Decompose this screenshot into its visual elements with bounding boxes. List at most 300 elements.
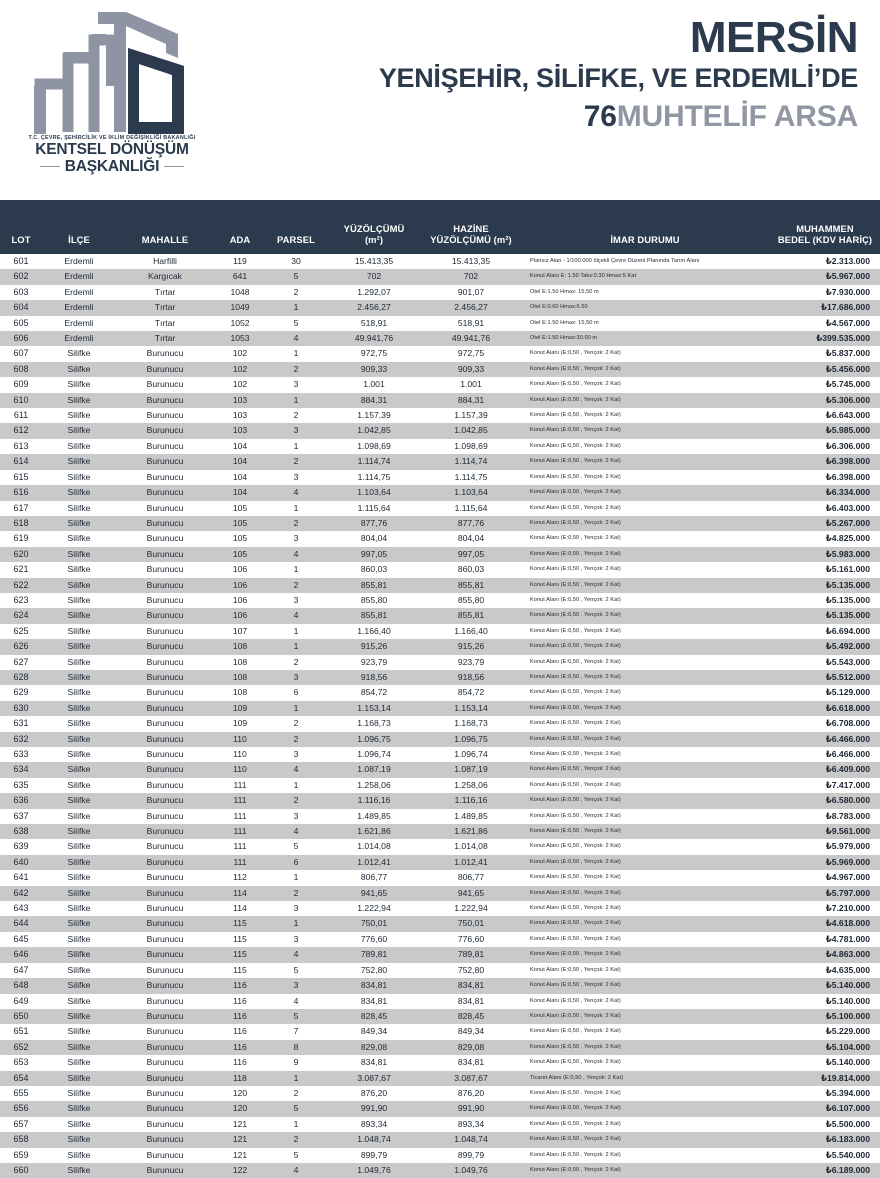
table-row[interactable] [0,870,880,885]
table-cell-mahalle: Burunucu [116,855,214,870]
table-cell-ilce: Silifke [42,1148,116,1163]
table-cell-muhammen-bedel: ₺4.825.000 [770,531,880,546]
table-cell-imar-durumu: Konut Alanı (E:0,50 , Yençok: 2 Kat) [520,547,770,562]
table-row[interactable] [0,408,880,423]
table-cell-ilce: Silifke [42,547,116,562]
table-row[interactable] [0,593,880,608]
table-cell-hazine-yuzolcumu: 1.114,75 [422,470,520,485]
table-cell-yuzolcumu: 899,79 [326,1148,422,1163]
table-cell-parsel: 3 [266,423,326,438]
agency-name-line1: KENTSEL DÖNÜŞÜM [35,141,189,158]
column-header-imar-durumu[interactable] [520,200,770,254]
table-cell-ilce: Silifke [42,562,116,577]
table-cell-parsel: 5 [266,269,326,284]
table-cell-muhammen-bedel: ₺6.403.000 [770,501,880,516]
table-cell-mahalle: Tırtar [116,300,214,315]
table-cell-hazine-yuzolcumu: 1.096,74 [422,747,520,762]
table-cell-ada: 116 [214,1009,266,1024]
table-cell-lot: 620 [0,547,42,562]
table-row[interactable] [0,639,880,654]
column-header-bedel-label: MUHAMMEN [796,222,854,234]
table-cell-lot: 633 [0,747,42,762]
table-row[interactable] [0,316,880,331]
table-row[interactable] [0,762,880,777]
table-cell-imar-durumu: Konut Alanı (E:0,50 , Yençok: 2 Kat) [520,485,770,500]
table-cell-lot: 614 [0,454,42,469]
table-cell-hazine-yuzolcumu: 1.001 [422,377,520,392]
table-cell-mahalle: Burunucu [116,824,214,839]
table-cell-ilce: Silifke [42,701,116,716]
table-cell-mahalle: Burunucu [116,1148,214,1163]
agency-logo [0,0,210,175]
table-cell-imar-durumu: Konut Alanı (E:0,50 , Yençok: 2 Kat) [520,1132,770,1147]
table-cell-mahalle: Burunucu [116,978,214,993]
table-cell-parsel: 1 [266,393,326,408]
table-row[interactable] [0,1148,880,1163]
table-cell-yuzolcumu: 1.166,40 [326,624,422,639]
table-cell-ilce: Silifke [42,824,116,839]
table-cell-hazine-yuzolcumu: 1.153,14 [422,701,520,716]
table-cell-ilce: Silifke [42,485,116,500]
table-cell-muhammen-bedel: ₺5.837.000 [770,346,880,361]
table-cell-hazine-yuzolcumu: 855,81 [422,578,520,593]
table-cell-mahalle: Burunucu [116,547,214,562]
agency-name-line2-wrap [14,159,210,175]
table-cell-parsel: 1 [266,778,326,793]
table-cell-parsel: 5 [266,1101,326,1116]
table-cell-yuzolcumu: 2.456,27 [326,300,422,315]
table-cell-ada: 103 [214,408,266,423]
table-row[interactable] [0,932,880,947]
table-cell-lot: 657 [0,1117,42,1132]
table-row[interactable] [0,716,880,731]
table-cell-lot: 609 [0,377,42,392]
table-cell-parsel: 2 [266,886,326,901]
column-header-yuzolcumu[interactable] [326,200,422,254]
table-cell-imar-durumu: Konut Alanı (E:0,50 , Yençok: 2 Kat) [520,855,770,870]
table-row[interactable] [0,531,880,546]
table-cell-hazine-yuzolcumu: 1.098,69 [422,439,520,454]
table-row[interactable] [0,547,880,562]
table-cell-lot: 640 [0,855,42,870]
table-cell-mahalle: Burunucu [116,362,214,377]
table-cell-lot: 608 [0,362,42,377]
table-row[interactable] [0,562,880,577]
table-cell-yuzolcumu: 834,81 [326,978,422,993]
column-header-lot[interactable] [0,200,42,254]
table-row[interactable] [0,516,880,531]
table-cell-parsel: 3 [266,531,326,546]
column-header-parsel-label: PARSEL [277,233,315,245]
table-cell-yuzolcumu: 828,45 [326,1009,422,1024]
table-cell-lot: 627 [0,655,42,670]
table-cell-muhammen-bedel: ₺6.189.000 [770,1163,880,1178]
table-row[interactable] [0,655,880,670]
table-cell-mahalle: Burunucu [116,947,214,962]
column-header-ada[interactable] [214,200,266,254]
table-cell-lot: 658 [0,1132,42,1147]
table-cell-ada: 1053 [214,331,266,346]
table-cell-ada: 111 [214,793,266,808]
table-cell-imar-durumu: Konut Alanı (E:0,50 , Yençok: 2 Kat) [520,963,770,978]
table-cell-yuzolcumu: 884,31 [326,393,422,408]
lot-count: 76 [583,100,617,134]
table-cell-lot: 643 [0,901,42,916]
table-cell-muhammen-bedel: ₺19.814.000 [770,1071,880,1086]
table-cell-parsel: 1 [266,501,326,516]
table-cell-hazine-yuzolcumu: 518,91 [422,316,520,331]
table-row[interactable] [0,578,880,593]
table-row[interactable] [0,346,880,361]
table-row[interactable] [0,362,880,377]
table-cell-muhammen-bedel: ₺5.979.000 [770,839,880,854]
table-cell-mahalle: Tırtar [116,285,214,300]
table-row[interactable] [0,1040,880,1055]
table-cell-ilce: Silifke [42,531,116,546]
column-header-hazine-unit: YÜZÖLÇÜMÜ (m²) [430,233,512,245]
table-cell-parsel: 1 [266,639,326,654]
table-cell-ada: 104 [214,470,266,485]
table-row[interactable] [0,1024,880,1039]
table-cell-yuzolcumu: 1.096,74 [326,747,422,762]
table-cell-ada: 106 [214,593,266,608]
table-row[interactable] [0,393,880,408]
table-row[interactable] [0,886,880,901]
table-cell-muhammen-bedel: ₺4.863.000 [770,947,880,962]
table-row[interactable] [0,1132,880,1147]
page-title-block [210,0,880,132]
column-header-muhammen-bedel[interactable] [770,200,880,254]
table-cell-hazine-yuzolcumu: 849,34 [422,1024,520,1039]
table-cell-ilce: Silifke [42,947,116,962]
table-cell-ada: 118 [214,1071,266,1086]
table-cell-hazine-yuzolcumu: 1.168,73 [422,716,520,731]
table-row[interactable] [0,1009,880,1024]
table-cell-ada: 102 [214,377,266,392]
table-cell-yuzolcumu: 834,81 [326,1055,422,1070]
table-cell-mahalle: Burunucu [116,778,214,793]
table-cell-ilce: Erdemli [42,316,116,331]
table-row[interactable] [0,978,880,993]
table-cell-muhammen-bedel: ₺4.618.000 [770,916,880,931]
table-cell-lot: 636 [0,793,42,808]
table-row[interactable] [0,331,880,346]
table-cell-hazine-yuzolcumu: 997,05 [422,547,520,562]
table-cell-parsel: 1 [266,562,326,577]
table-cell-mahalle: Burunucu [116,994,214,1009]
table-row[interactable] [0,1101,880,1116]
table-cell-lot: 624 [0,608,42,623]
table-cell-muhammen-bedel: ₺6.618.000 [770,701,880,716]
table-cell-imar-durumu: Konut Alanı (E:0,50 , Yençok: 2 Kat) [520,439,770,454]
table-cell-imar-durumu: Konut Alanı (E:0,50 , Yençok: 2 Kat) [520,1024,770,1039]
table-cell-ilce: Silifke [42,870,116,885]
table-row[interactable] [0,485,880,500]
table-cell-ada: 122 [214,1163,266,1178]
table-cell-ada: 110 [214,747,266,762]
table-cell-mahalle: Burunucu [116,501,214,516]
table-cell-muhammen-bedel: ₺5.135.000 [770,578,880,593]
column-header-hazine-yuzolcumu[interactable] [422,200,520,254]
table-cell-lot: 642 [0,886,42,901]
table-cell-hazine-yuzolcumu: 702 [422,269,520,284]
table-row[interactable] [0,423,880,438]
table-cell-ilce: Silifke [42,1055,116,1070]
table-cell-hazine-yuzolcumu: 1.258,06 [422,778,520,793]
table-cell-hazine-yuzolcumu: 806,77 [422,870,520,885]
table-cell-imar-durumu: Konut Alanı (E:0,50 , Yençok: 2 Kat) [520,608,770,623]
table-cell-muhammen-bedel: ₺4.567.000 [770,316,880,331]
table-row[interactable] [0,685,880,700]
table-row[interactable] [0,254,880,269]
table-row[interactable] [0,1086,880,1101]
table-cell-imar-durumu: Konut Alanı (E:0,50 , Yençok: 2 Kat) [520,1101,770,1116]
table-row[interactable] [0,793,880,808]
table-cell-ilce: Silifke [42,1024,116,1039]
table-cell-lot: 605 [0,316,42,331]
table-cell-ada: 110 [214,762,266,777]
table-cell-mahalle: Burunucu [116,870,214,885]
table-cell-mahalle: Burunucu [116,809,214,824]
table-cell-imar-durumu: Konut Alanı (E:0,50 , Yençok: 2 Kat) [520,377,770,392]
table-cell-ilce: Erdemli [42,269,116,284]
table-cell-lot: 622 [0,578,42,593]
table-cell-yuzolcumu: 752,80 [326,963,422,978]
table-cell-yuzolcumu: 829,08 [326,1040,422,1055]
table-row[interactable] [0,439,880,454]
table-cell-yuzolcumu: 1.153,14 [326,701,422,716]
table-row[interactable] [0,1071,880,1086]
table-cell-imar-durumu: Konut Alanı (E:0,50 , Yençok: 2 Kat) [520,901,770,916]
table-cell-parsel: 6 [266,855,326,870]
table-row[interactable] [0,1117,880,1132]
table-cell-mahalle: Burunucu [116,1101,214,1116]
table-row[interactable] [0,855,880,870]
table-cell-ada: 115 [214,947,266,962]
table-row[interactable] [0,454,880,469]
table-cell-hazine-yuzolcumu: 893,34 [422,1117,520,1132]
table-cell-ilce: Silifke [42,377,116,392]
table-cell-mahalle: Burunucu [116,932,214,947]
table-cell-muhammen-bedel: ₺9.561.000 [770,824,880,839]
table-cell-ilce: Silifke [42,747,116,762]
table-cell-imar-durumu: Konut Alanı (E:0,50 , Yençok: 2 Kat) [520,655,770,670]
table-cell-imar-durumu: Konut Alanı (E:0,50 , Yençok: 2 Kat) [520,1148,770,1163]
column-header-ilce[interactable] [42,200,116,254]
table-row[interactable] [0,732,880,747]
table-cell-ilce: Silifke [42,1086,116,1101]
table-cell-imar-durumu: Konut Alanı (E:0,50 , Yençok: 2 Kat) [520,916,770,931]
table-cell-parsel: 1 [266,346,326,361]
table-cell-imar-durumu: Otel E:0.60 Hmax:6.50 [520,300,770,315]
table-cell-ilce: Silifke [42,994,116,1009]
table-cell-parsel: 2 [266,655,326,670]
table-cell-hazine-yuzolcumu: 1.049,76 [422,1163,520,1178]
table-cell-hazine-yuzolcumu: 901,07 [422,285,520,300]
table-cell-lot: 635 [0,778,42,793]
table-row[interactable] [0,963,880,978]
table-cell-ilce: Silifke [42,762,116,777]
table-cell-hazine-yuzolcumu: 776,60 [422,932,520,947]
table-row[interactable] [0,285,880,300]
table-cell-muhammen-bedel: ₺2.313.000 [770,254,880,269]
table-cell-lot: 654 [0,1071,42,1086]
table-cell-lot: 623 [0,593,42,608]
table-cell-hazine-yuzolcumu: 1.048,74 [422,1132,520,1147]
table-cell-muhammen-bedel: ₺5.140.000 [770,994,880,1009]
table-row[interactable] [0,747,880,762]
table-row[interactable] [0,377,880,392]
table-row[interactable] [0,1163,880,1178]
table-cell-yuzolcumu: 1.258,06 [326,778,422,793]
lot-table-head [0,200,880,254]
column-header-parsel[interactable] [266,200,326,254]
table-cell-parsel: 8 [266,1040,326,1055]
table-cell-imar-durumu: Konut Alanı (E:0,50 , Yençok: 2 Kat) [520,624,770,639]
table-row[interactable] [0,901,880,916]
table-cell-parsel: 1 [266,624,326,639]
table-cell-yuzolcumu: 855,80 [326,593,422,608]
page-title-count-line [210,102,858,132]
table-cell-parsel: 2 [266,1086,326,1101]
table-cell-ada: 115 [214,963,266,978]
table-cell-imar-durumu: Konut Alanı (E:0,50 , Yençok: 2 Kat) [520,824,770,839]
table-cell-lot: 650 [0,1009,42,1024]
table-cell-parsel: 3 [266,978,326,993]
table-cell-hazine-yuzolcumu: 49.941,76 [422,331,520,346]
table-row[interactable] [0,269,880,284]
table-cell-parsel: 3 [266,593,326,608]
table-row[interactable] [0,300,880,315]
table-cell-muhammen-bedel: ₺5.540.000 [770,1148,880,1163]
table-cell-imar-durumu: Konut Alanı (E:0,50 , Yençok: 2 Kat) [520,1117,770,1132]
table-cell-ada: 103 [214,393,266,408]
table-cell-muhammen-bedel: ₺5.161.000 [770,562,880,577]
lot-table [0,200,880,1178]
table-cell-imar-durumu: Ticaret Alanı (E:0,50 , Yençok: 2 Kat) [520,1071,770,1086]
table-cell-ilce: Silifke [42,1132,116,1147]
table-cell-yuzolcumu: 1.096,75 [326,732,422,747]
table-cell-muhammen-bedel: ₺7.417.000 [770,778,880,793]
table-cell-muhammen-bedel: ₺7.930.000 [770,285,880,300]
table-cell-yuzolcumu: 915,26 [326,639,422,654]
table-cell-lot: 610 [0,393,42,408]
table-cell-hazine-yuzolcumu: 834,81 [422,978,520,993]
table-cell-muhammen-bedel: ₺5.104.000 [770,1040,880,1055]
table-cell-parsel: 30 [266,254,326,269]
table-cell-lot: 648 [0,978,42,993]
table-cell-parsel: 4 [266,824,326,839]
table-cell-ilce: Silifke [42,624,116,639]
table-cell-ada: 116 [214,1055,266,1070]
table-cell-parsel: 2 [266,516,326,531]
table-cell-ada: 102 [214,346,266,361]
table-cell-muhammen-bedel: ₺5.969.000 [770,855,880,870]
table-cell-mahalle: Burunucu [116,886,214,901]
table-cell-mahalle: Burunucu [116,1024,214,1039]
table-cell-mahalle: Burunucu [116,562,214,577]
table-cell-lot: 641 [0,870,42,885]
table-cell-imar-durumu: Konut Alanı (E:0,50 , Yençok: 2 Kat) [520,886,770,901]
table-cell-yuzolcumu: 972,75 [326,346,422,361]
table-cell-lot: 646 [0,947,42,962]
table-cell-ilce: Erdemli [42,254,116,269]
column-header-mahalle[interactable] [116,200,214,254]
table-cell-ilce: Silifke [42,423,116,438]
table-cell-imar-durumu: Konut Alanı (E:0,50 , Yençok: 2 Kat) [520,670,770,685]
table-cell-hazine-yuzolcumu: 1.222,94 [422,901,520,916]
table-row[interactable] [0,670,880,685]
table-cell-ilce: Silifke [42,501,116,516]
table-cell-muhammen-bedel: ₺6.306.000 [770,439,880,454]
table-cell-yuzolcumu: 1.012,41 [326,855,422,870]
table-cell-yuzolcumu: 1.014,08 [326,839,422,854]
table-row[interactable] [0,624,880,639]
table-cell-parsel: 4 [266,608,326,623]
table-row[interactable] [0,501,880,516]
table-cell-parsel: 2 [266,578,326,593]
table-row[interactable] [0,809,880,824]
table-cell-mahalle: Burunucu [116,346,214,361]
table-row[interactable] [0,608,880,623]
table-cell-muhammen-bedel: ₺399.535.000 [770,331,880,346]
table-cell-yuzolcumu: 909,33 [326,362,422,377]
table-cell-muhammen-bedel: ₺8.783.000 [770,809,880,824]
table-cell-mahalle: Burunucu [116,963,214,978]
table-cell-imar-durumu: Konut Alanı (E:0,50 , Yençok: 2 Kat) [520,932,770,947]
table-cell-parsel: 1 [266,701,326,716]
table-cell-hazine-yuzolcumu: 909,33 [422,362,520,377]
table-cell-lot: 660 [0,1163,42,1178]
table-row[interactable] [0,470,880,485]
table-cell-mahalle: Burunucu [116,1117,214,1132]
table-cell-parsel: 4 [266,331,326,346]
table-cell-lot: 653 [0,1055,42,1070]
table-row[interactable] [0,701,880,716]
table-cell-parsel: 3 [266,901,326,916]
table-cell-ada: 102 [214,362,266,377]
table-row[interactable] [0,947,880,962]
table-cell-hazine-yuzolcumu: 829,08 [422,1040,520,1055]
table-cell-ada: 1052 [214,316,266,331]
table-cell-ada: 109 [214,701,266,716]
city-buildings-icon [32,6,192,134]
table-row[interactable] [0,1055,880,1070]
table-cell-hazine-yuzolcumu: 918,56 [422,670,520,685]
table-cell-mahalle: Burunucu [116,1055,214,1070]
table-row[interactable] [0,839,880,854]
table-row[interactable] [0,994,880,1009]
table-cell-ada: 108 [214,685,266,700]
table-cell-ilce: Silifke [42,1117,116,1132]
rule-left-decoration [40,166,60,167]
table-row[interactable] [0,916,880,931]
table-cell-mahalle: Tırtar [116,331,214,346]
table-row[interactable] [0,824,880,839]
table-cell-muhammen-bedel: ₺5.140.000 [770,1055,880,1070]
table-cell-lot: 625 [0,624,42,639]
table-cell-ilce: Silifke [42,593,116,608]
table-cell-muhammen-bedel: ₺5.135.000 [770,593,880,608]
table-cell-mahalle: Tırtar [116,316,214,331]
table-cell-ilce: Silifke [42,1040,116,1055]
table-cell-mahalle: Burunucu [116,639,214,654]
table-cell-hazine-yuzolcumu: 1.103,64 [422,485,520,500]
table-cell-parsel: 6 [266,685,326,700]
table-cell-mahalle: Burunucu [116,793,214,808]
table-row[interactable] [0,778,880,793]
table-cell-lot: 644 [0,916,42,931]
